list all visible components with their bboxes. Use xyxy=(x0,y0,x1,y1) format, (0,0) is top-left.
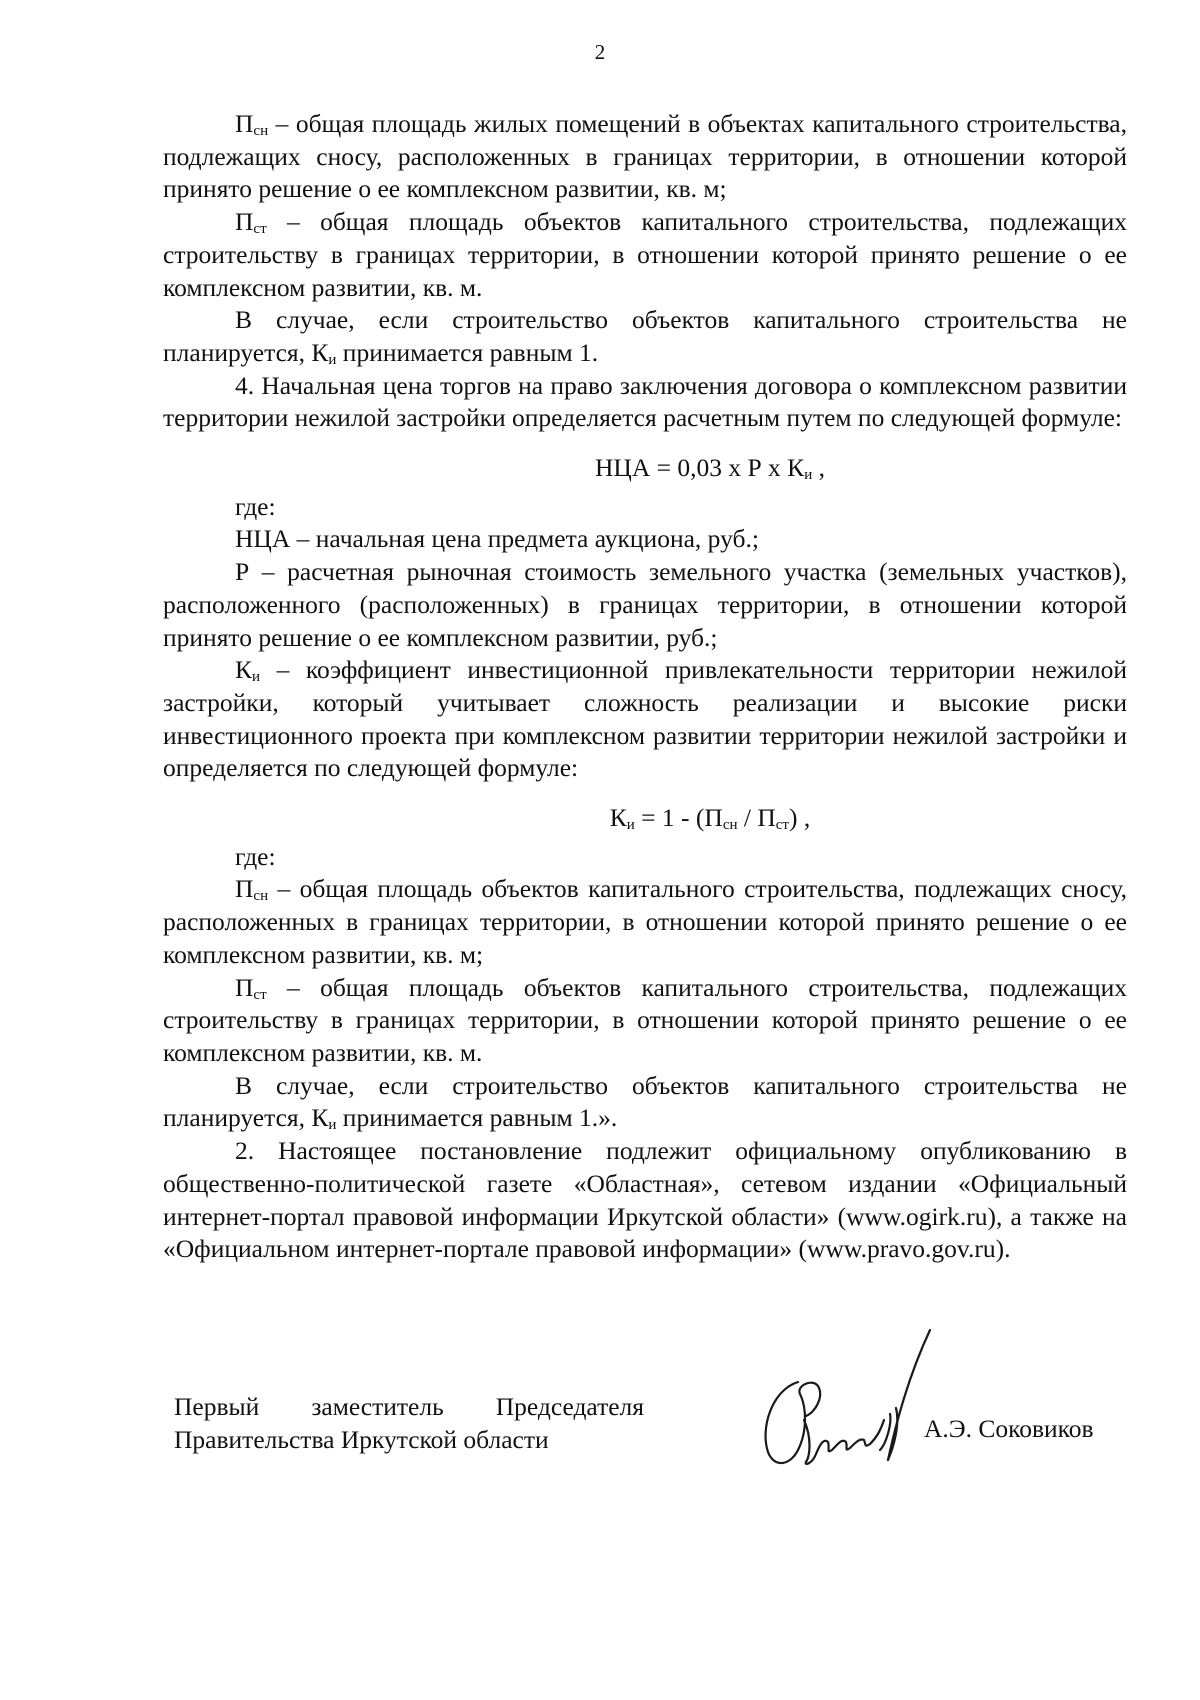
symbol: П xyxy=(235,874,254,904)
symbol: П xyxy=(235,109,254,138)
where-label-2: где: xyxy=(235,841,276,871)
signer-name: А.Э. Соковиков xyxy=(924,1414,1094,1443)
symbol: П xyxy=(235,972,254,1002)
formula-part: , xyxy=(812,453,825,483)
definition-text: – общая площадь жилых помещений в объектах капитального строительства, подлежащих сносу, расположенных в границах территории, в отношении которой принято решение о ее комплексном развитии, кв. м; xyxy=(163,109,1127,204)
definition-text: – общая площадь объектов капитального строительства, подлежащих сносу, расположенных в границах территории, в отношении которой принято решение о ее комплексном развитии, кв. м; xyxy=(163,874,1127,969)
definition-text: – общая площадь объектов капитального строительства, подлежащих строительству в границах территории, в отношении которой принято решение о ее комплексном развитии, кв. м. xyxy=(163,972,1127,1067)
definition-p-sn-residential xyxy=(163,108,1127,206)
position-word: Первый xyxy=(174,1392,260,1421)
formula-part: / П xyxy=(737,803,776,833)
formula-part: ) , xyxy=(788,803,811,833)
symbol: П xyxy=(235,207,254,237)
definition-p-st xyxy=(163,206,1127,304)
subscript: сн xyxy=(253,123,269,139)
definition-p-st-2 xyxy=(163,972,1127,1070)
case-paragraph-2 xyxy=(163,1070,1127,1135)
symbol: К xyxy=(235,655,253,685)
subscript: и xyxy=(328,351,337,368)
subscript: ст xyxy=(775,817,789,834)
definition-ki xyxy=(163,654,1127,785)
page-number: 2 xyxy=(594,40,606,64)
definition-text: – общая площадь объектов капитального строительства, подлежащих строительству в границах территории, в отношении которой принято решение о ее комплексном развитии, кв. м. xyxy=(163,207,1127,302)
subscript: ст xyxy=(253,221,267,238)
subscript: и xyxy=(804,467,813,484)
position-word: заместитель xyxy=(311,1392,444,1421)
definition-p-sn-objects xyxy=(163,873,1127,971)
position-word: Председателя xyxy=(495,1392,644,1421)
subscript: сн xyxy=(253,888,269,905)
case-paragraph-1 xyxy=(163,304,1127,369)
definition-p-market-value: Р – расчетная рыночная стоимость земельного участка (земельных участков), расположенного (расположенных) в границах территории, в отношении которой принято решение о ее комплексном развитии, руб.; xyxy=(163,557,1127,652)
formula-part: НЦА = 0,03 х Р х К xyxy=(595,453,805,483)
item-2-paragraph: 2. Настоящее постановление подлежит официальному опубликованию в общественно-политической газете «Областная», сетевом издании «Официальный интернет-портал правовой информации Иркутской области» (www.ogirk.ru), а также на «Официальном интернет-портале правовой информации» (www.pravo.gov.ru). xyxy=(163,1136,1127,1264)
signer-position xyxy=(174,1390,644,1456)
signer-position-line-1 xyxy=(174,1390,644,1423)
subscript: ст xyxy=(253,986,267,1003)
formula-ki xyxy=(163,802,1127,835)
case-text-b: принимается равным 1.». xyxy=(336,1103,618,1133)
subscript: и xyxy=(626,817,635,834)
case-text-a: В случае, если строительство объектов капитального строительства не планируется, К xyxy=(163,305,1127,367)
formula-nca xyxy=(163,452,1127,485)
definition-nca: НЦА – начальная цена предмета аукциона, руб.; xyxy=(235,524,759,554)
definition-text: – коэффициент инвестиционной привлекательности территории нежилой застройки, который учитывает сложность реализации и высокие риски инвестиционного проекта при комплексном развитии территории нежилой застройки и определяется по следующей формуле: xyxy=(163,655,1127,783)
item-4-paragraph: 4. Начальная цена торгов на право заключения договора о комплексном развитии территории нежилой застройки определяется расчетным путем по следующей формуле: xyxy=(163,370,1127,433)
signer-position-line-2: Правительства Иркутской области xyxy=(174,1425,549,1454)
subscript: и xyxy=(252,669,261,686)
subscript: сн xyxy=(722,817,738,834)
formula-part: = 1 - (П xyxy=(634,803,723,833)
subscript: и xyxy=(328,1117,337,1134)
where-label-1: где: xyxy=(235,491,276,521)
document-body xyxy=(163,108,1127,1266)
formula-part: К xyxy=(609,803,627,833)
case-text-b: принимается равным 1. xyxy=(336,337,599,367)
case-text-a: В случае, если строительство объектов капитального строительства не планируется, К xyxy=(163,1070,1127,1133)
signature-block xyxy=(174,1390,1134,1510)
